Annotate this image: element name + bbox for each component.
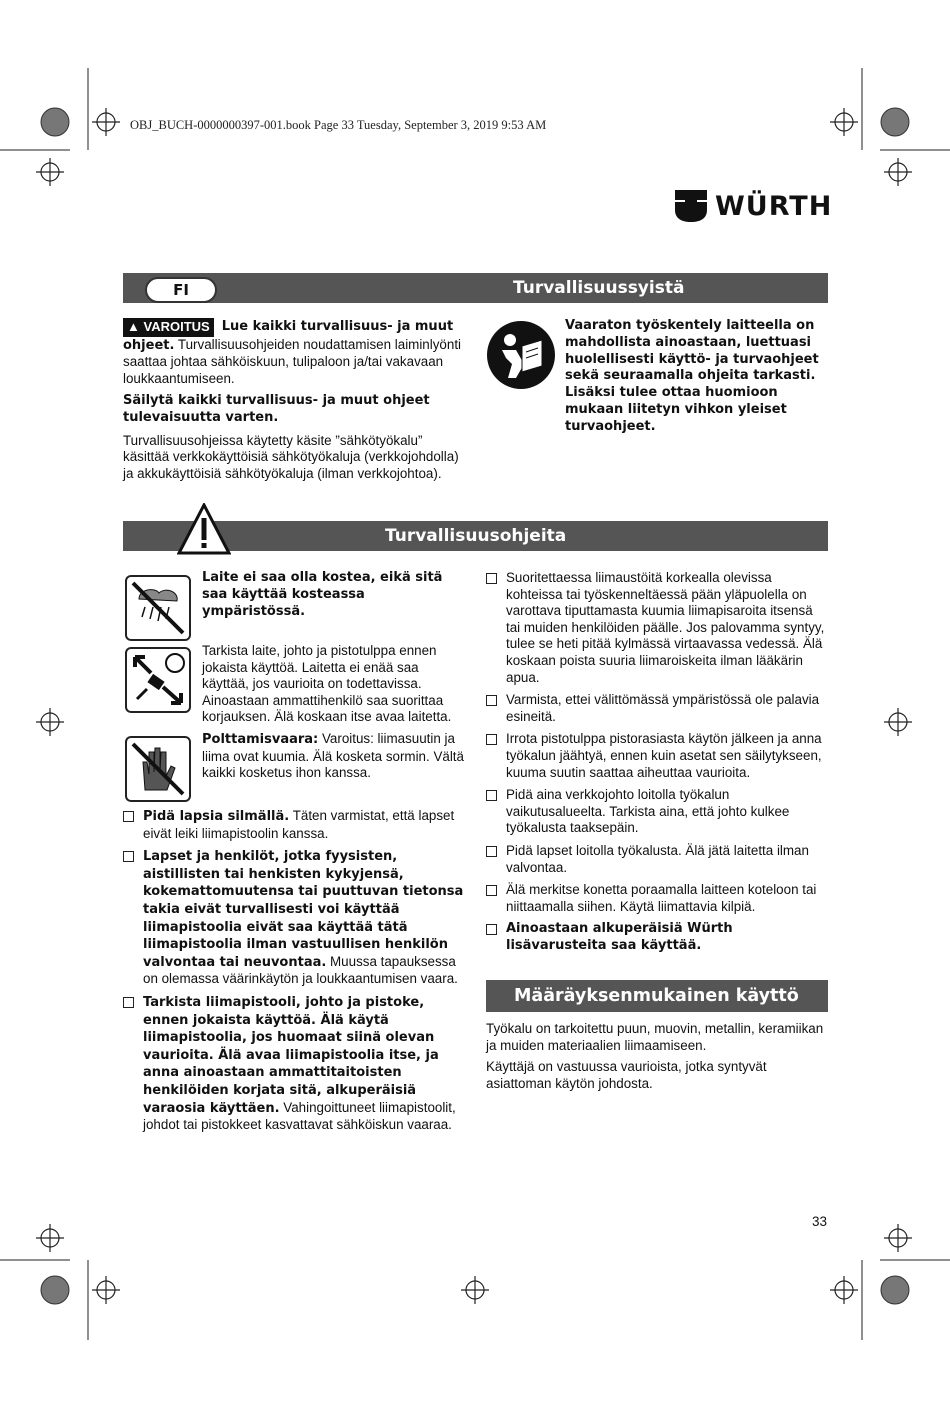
checkbox-icon [123,851,134,862]
item-text: Pidä aina verkkojohto loitolla työkalun vaikutusalueelta. Tarkista aina, että johto kulkee työkalusta taaksepäin. [506,787,790,836]
burn-warning [202,731,464,782]
left-checklist [123,808,465,1140]
list-item [486,692,830,725]
no-touch-hot-icon [125,736,191,802]
burn-text: Varoitus: liimasuutin ja liima ovat kuumia. Älä kosketa sormin. Vältä kaikki kosketus ihon kanssa. [202,731,464,781]
section-title: Määräyksenmukainen käyttö [514,986,799,1006]
wurth-logo-icon [675,190,707,222]
list-item [486,882,830,915]
keep-instructions: Säilytä kaikki turvallisuus- ja muut ohjeet tulevaisuutta varten. [123,393,430,425]
item-text: Irrota pistotulppa pistorasiasta käytön jälkeen ja anna työkalun jäähtyä, ennen kuin asetat sen säilytykseen, kuuma suutin saattaa aiheuttaa vaurioita. [506,731,822,780]
checkbox-icon [486,573,497,584]
language-badge: FI [145,277,217,303]
list-item [486,787,830,837]
section1-left [123,318,463,482]
book-info-line: OBJ_BUCH-0000000397-001.book Page 33 Tuesday, September 3, 2019 9:53 AM [130,118,547,132]
list-item [486,843,830,876]
section-bar-intended-use [486,980,828,1012]
item-text: Älä merkitse konetta poraamalla laitteen koteloon tai niittaamalla siihen. Käytä liimattavia kilpiä. [506,882,817,914]
checkbox-icon [486,846,497,857]
definition-text: Turvallisuusohjeissa käytetty käsite ”sähkötyökalu” käsittää verkkokäyttöisiä sähkötyökaluja (verkkojohdolla) ja akkukäyttöisiä sähkötyökaluja (ilman verkkojohtoa). [123,432,459,481]
logo-text: WÜRTH [715,190,833,222]
item-text: Varmista, ettei välittömässä ympäristössä ole palavia esineitä. [506,692,820,724]
inspect-cable-icon [125,647,191,713]
section-bar-safety [123,273,828,303]
right-checklist [486,570,830,960]
list-item [123,848,465,988]
item-bold: Tarkista liimapistooli, johto ja pistoke, ennen jokaista käyttöä. Älä käytä liimapistoolia, jos huomaat siinä olevan vaurioita. Älä avaa liimapistoolia itse, ja anna ainoastaan ammattitaitoisten henkilöiden korjata sitä, alkuperäisiä varaosia käyttäen. [143,994,439,1116]
section-title: Turvallisuusohjeita [385,526,567,546]
checkbox-icon [486,695,497,706]
item-text: Pidä lapset loitolla työkalusta. Älä jätä laitetta ilman valvontaa. [506,842,809,875]
intended-use-text [486,1021,830,1092]
no-moisture-icon [125,575,191,641]
checkbox-icon [486,790,497,801]
wurth-logo [675,190,832,222]
item-bold: Lapset ja henkilöt, jotka fyysisten, aistillisten tai henkisten kykyjensä, kokemattomuutensa tai puuttuvan tietonsa takia eivät turvallisesti voi käyttää liimapistoolia eivät saa käyttää tätä liimapistoolia ilman vastuullisen henkilön valvontaa tai neuvontaa. [143,849,464,970]
item-bold: Pidä lapsia silmällä. [143,809,290,824]
intended-use-para2: Käyttäjä on vastuussa vaurioista, jotka syntyvät asiattoman käytön johdosta. [486,1059,767,1091]
checkbox-icon [486,885,497,896]
read-manual-text: Vaaraton työskentely laitteella on mahdollista ainoastaan, luettuasi huolellisesti käyttö- ja turvaohjeet sekä seuraamalla ohjeita tarkasti. Lisäksi tulee ottaa huomioon mukaan liitetyn vihkon yleiset turvaohjeet. [565,318,819,434]
item-text: Muussa tapauksessa on olemassa väärinkäytön ja loukkaantumisen vaara. [143,953,458,987]
warning-badge-label: VAROITUS [143,319,210,334]
intro-text: Turvallisuusohjeiden noudattamisen laiminlyönti saattaa johtaa sähköiskuun, tulipaloon ja/tai vakavaan loukkaantumiseen. [123,336,462,386]
moisture-warning: Laite ei saa olla kostea, eikä sitä saa käyttää kosteassa ympäristössä. [202,570,443,619]
list-item [486,731,830,781]
checkbox-icon [486,734,497,745]
item-text: Täten varmistat, että lapset eivät leiki liimapistoolin kanssa. [143,808,455,841]
checkbox-icon [123,997,134,1008]
burn-label: Polttamisvaara: [202,732,319,747]
list-item [486,921,830,954]
checkbox-icon [123,811,134,822]
list-item [123,808,465,842]
page-number: 33 [812,1214,828,1229]
inspect-text: Tarkista laite, johto ja pistotulppa ennen jokaista käyttöä. Laitetta ei enää saa käyttää, jos vaurioita on todettavissa. Ainoastaan ammattihenkilö saa suorittaa korjauksen. Älä koskaan itse avaa laitetta. [202,643,452,725]
list-item [123,994,465,1134]
checkbox-icon [486,924,497,935]
warning-badge: ▲ VAROITUS [123,318,214,337]
intro-bold: Lue kaikki turvallisuus- ja muut ohjeet. [123,319,454,353]
read-manual-icon [486,320,556,390]
item-bold: Ainoastaan alkuperäisiä Würth lisävarusteita saa käyttää. [506,921,733,953]
item-text: Suoritettaessa liimaustöitä korkealla olevissa kohteissa tai työskenneltäessä pään yläpuolella on varottava tiputtamasta kuumia liimapisaroita itsensä tai muiden henkilöiden päälle. Jos palovamma syntyy, tulee se heti pitää kylmässä virtaavassa vedessä. Älä koskaan poista suuria liimaroiskeita ilman lääkärin apua. [506,570,825,685]
intended-use-para1: Työkalu on tarkoitettu puun, muovin, metallin, keramiikan ja muiden materiaalien liimaamiseen. [486,1021,824,1053]
warning-triangle-icon [177,503,231,555]
section-title: Turvallisuussyistä [513,278,685,298]
item-text: Vahingoittuneet liimapistoolit, johdot tai pistokkeet kasvattavat sähköiskun vaaraa. [143,1099,456,1133]
list-item [486,570,830,686]
